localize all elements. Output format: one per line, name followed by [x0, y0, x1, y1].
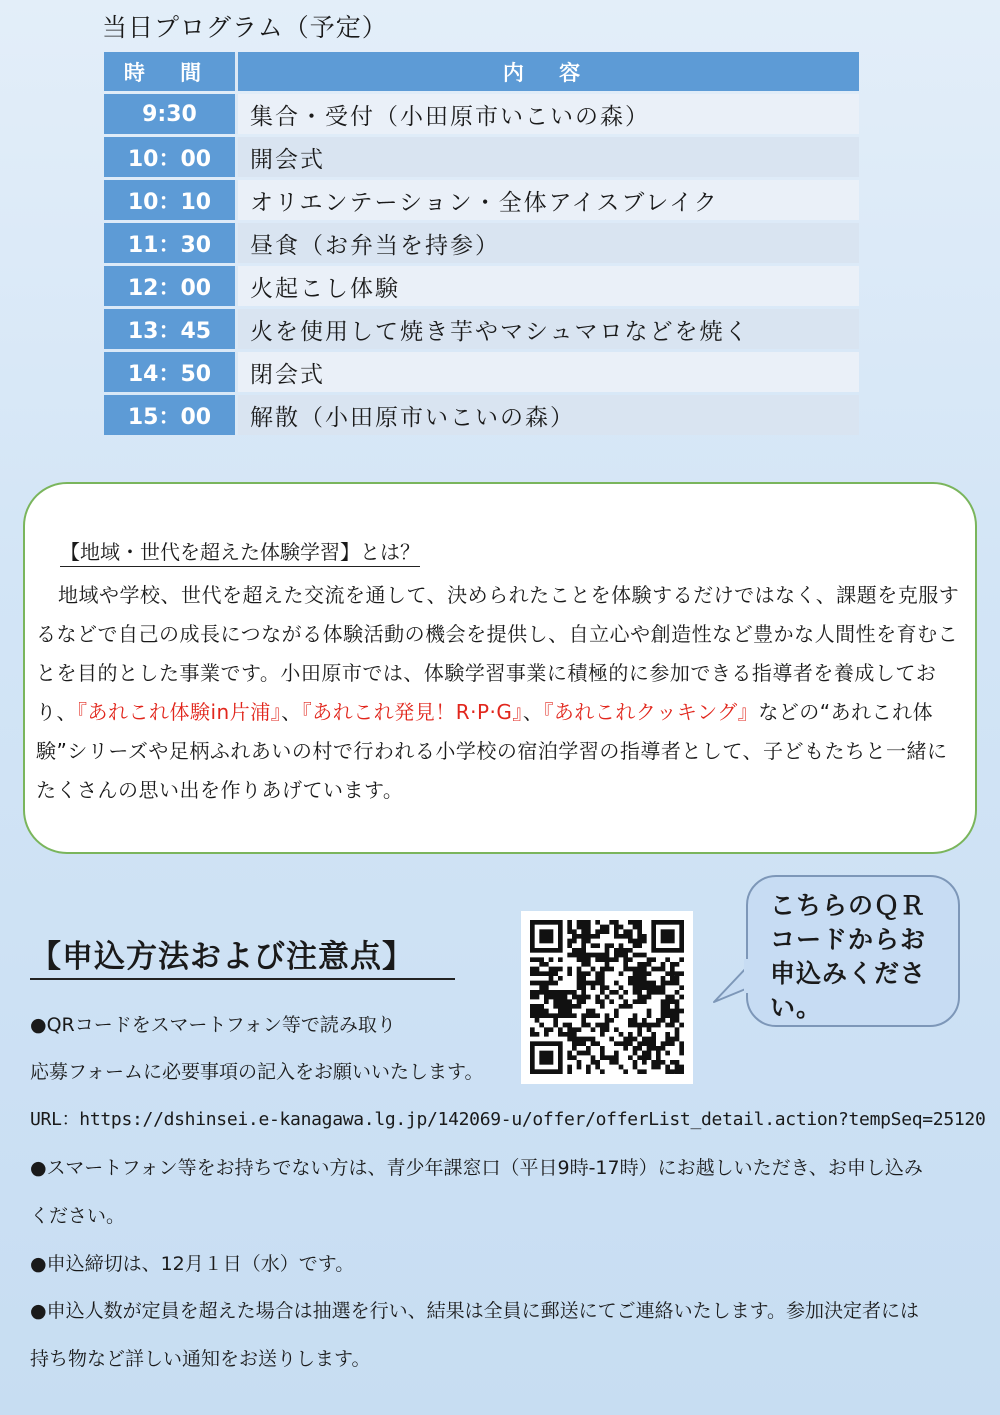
apply-lottery-note-cont: 持ち物など詳しい通知をお送りします。	[30, 1348, 371, 1370]
qr-code-icon	[530, 920, 684, 1074]
about-text-intro: 地域や学校、世代を超えた交流を通して、決められたことを体験するだけではなく、課題を克服するなどで自己の成長につながる体験活動の機会を提供し、自立心や創造性など豊かな人間性を育むことを目的とした事業です。小田原市では、体験学習事業に積極的に参加できる指導者を養成しており、	[36, 583, 960, 724]
table-row	[104, 94, 859, 134]
table-row	[104, 137, 859, 177]
about-text-outro: などの“あれこれ体験”シリーズや足柄ふれあいの村で行われる小学校の宿泊学習の指導者として、子どもたちと一緒にたくさんの思い出を作りあげています。	[36, 700, 948, 802]
table-row	[104, 352, 859, 392]
table-row	[104, 223, 859, 263]
time-cell: 15：00	[104, 395, 238, 435]
content-cell: オリエンテーション・全体アイスブレイク	[238, 180, 859, 220]
apply-step-qr: ●QRコードをスマートフォン等で読み取り	[30, 1014, 396, 1036]
time-cell: 10：00	[104, 137, 238, 177]
bubble-tail-cover	[736, 957, 752, 997]
apply-counter-note: ●スマートフォン等をお持ちでない方は、青少年課窓口（平日9時-17時）にお越しいただき、お申し込み	[30, 1157, 923, 1179]
qr-callout-line: こちらのＱＲ	[770, 891, 927, 920]
time-cell: 9:30	[104, 94, 238, 134]
content-cell: 火起こし体験	[238, 266, 859, 306]
apply-step-form: 応募フォームに必要事項の記入をお願いいたします。	[30, 1061, 484, 1083]
table-row	[104, 309, 859, 349]
separator: 、	[522, 700, 544, 724]
qr-code[interactable]	[521, 911, 693, 1084]
time-cell: 14：50	[104, 352, 238, 392]
qr-callout	[746, 875, 960, 1027]
content-cell: 閉会式	[238, 352, 859, 392]
table-row	[104, 395, 859, 435]
column-header-time: 時 間	[104, 52, 238, 91]
table-header-row	[104, 52, 859, 91]
content-cell: 集合・受付（小田原市いこいの森）	[238, 94, 859, 134]
column-header-content: 内 容	[238, 52, 859, 91]
apply-url[interactable]: URL：https://dshinsei.e-kanagawa.lg.jp/142069-u/offer/offerList_detail.action?tempSeq=25120	[30, 1109, 986, 1130]
qr-callout-line: 申込みくださ	[770, 959, 927, 988]
time-cell: 11：30	[104, 223, 238, 263]
apply-lottery-note: ●申込人数が定員を超えた場合は抽選を行い、結果は全員に郵送にてご連絡いたします。参加決定者には	[30, 1300, 920, 1322]
time-cell: 13：45	[104, 309, 238, 349]
content-cell: 火を使用して焼き芋やマシュマロなどを焼く	[238, 309, 859, 349]
program-name-kataura: 『あれこれ体験in片浦』	[77, 700, 282, 724]
time-cell: 12：00	[104, 266, 238, 306]
program-name-cooking: 『あれこれクッキング』	[543, 700, 759, 724]
apply-counter-note-cont: ください。	[30, 1205, 126, 1227]
qr-callout-line: コードからお	[770, 925, 927, 954]
about-title: 【地域・世代を超えた体験学習】とは？	[60, 536, 420, 567]
program-heading: 当日プログラム（予定）	[102, 13, 388, 42]
content-cell: 解散（小田原市いこいの森）	[238, 395, 859, 435]
qr-callout-line: い。	[770, 993, 823, 1022]
content-cell: 開会式	[238, 137, 859, 177]
program-table	[104, 49, 859, 438]
apply-deadline: ●申込締切は、12月１日（水）です。	[30, 1253, 355, 1275]
time-cell: 10：10	[104, 180, 238, 220]
table-row	[104, 180, 859, 220]
table-row	[104, 266, 859, 306]
program-name-rpg: 『あれこれ発見！R·P·G』	[301, 700, 523, 724]
apply-heading: 【申込方法および注意点】	[30, 931, 455, 980]
content-cell: 昼食（お弁当を持参）	[238, 223, 859, 263]
separator: 、	[281, 700, 302, 724]
about-text	[36, 576, 964, 810]
